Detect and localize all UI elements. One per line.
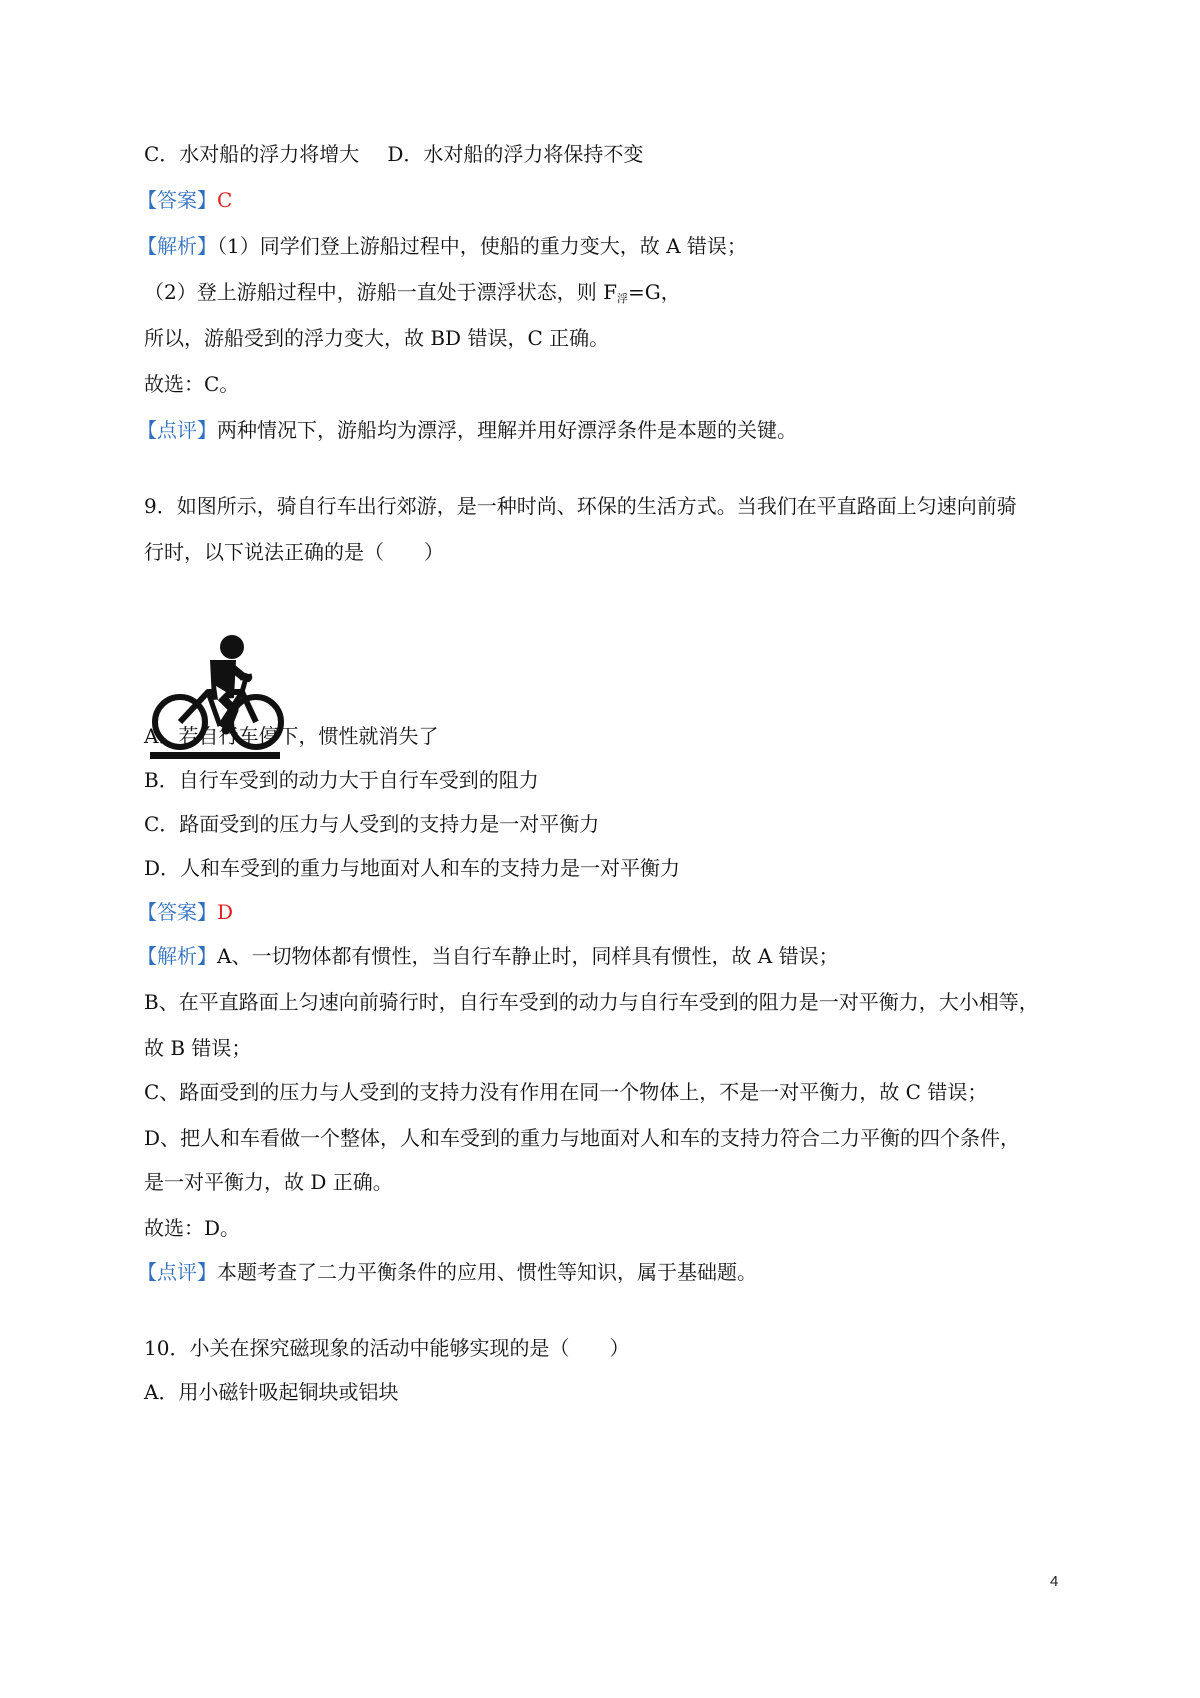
q10-option-a: A．用小磁针吸起铜块或铝块 [144, 1380, 399, 1404]
comment-text: 两种情况下，游船均为漂浮，理解并用好漂浮条件是本题的关键。 [217, 418, 797, 442]
q9-option-c: C．路面受到的压力与人受到的支持力是一对平衡力 [144, 812, 600, 836]
q8-comment [137, 416, 797, 444]
analysis-text: （1）同学们登上游船过程中，使船的重力变大，故 A 错误； [217, 234, 747, 258]
subscript: 浮 [616, 292, 628, 305]
q9-analysis-line2: B、在平直路面上匀速向前骑行时，自行车受到的动力与自行车受到的阻力是一对平衡力，大小相等， [144, 990, 1039, 1014]
answer-tag: 【答案】 [137, 900, 217, 924]
q8-analysis-line1 [137, 232, 747, 260]
q8-analysis-line2 [144, 278, 681, 310]
analysis-tag: 【解析】 [137, 234, 217, 258]
q8-choice: 故选：C。 [144, 372, 240, 396]
q9-analysis-line3: 故 B 错误； [144, 1036, 252, 1060]
q9-analysis-line5: D、把人和车看做一个整体，人和车受到的重力与地面对人和车的支持力符合二力平衡的四个条件， [144, 1126, 1021, 1150]
q8-analysis-line3: 所以，游船受到的浮力变大，故 BD 错误，C 正确。 [144, 326, 610, 350]
page-number: 4 [1050, 1573, 1059, 1590]
q8-option-d: D．水对船的浮力将保持不变 [387, 142, 644, 166]
comment-text: 本题考查了二力平衡条件的应用、惯性等知识，属于基础题。 [217, 1260, 757, 1284]
q9-analysis-line1 [137, 942, 839, 970]
answer-tag: 【答案】 [137, 188, 217, 212]
comment-tag: 【点评】 [137, 418, 217, 442]
analysis-tag: 【解析】 [137, 944, 217, 968]
q9-analysis-line6: 是一对平衡力，故 D 正确。 [144, 1170, 393, 1194]
q8-options-cd [144, 140, 643, 168]
analysis-text: =G， [627, 280, 681, 304]
q9-stem-line1: 9．如图所示，骑自行车出行郊游，是一种时尚、环保的生活方式。当我们在平直路面上匀速向前骑 [144, 494, 1017, 518]
q8-option-c: C．水对船的浮力将增大 [144, 142, 360, 166]
q8-answer [137, 186, 232, 214]
q9-comment [137, 1258, 757, 1286]
analysis-text: （2）登上游船过程中，游船一直处于漂浮状态，则 F [144, 280, 617, 304]
answer-value: D [217, 900, 234, 924]
q9-analysis-line4: C、路面受到的压力与人受到的支持力没有作用在同一个物体上，不是一对平衡力，故 C 错误； [144, 1080, 988, 1104]
comment-tag: 【点评】 [137, 1260, 217, 1284]
q10-stem: 10．小关在探究磁现象的活动中能够实现的是（ ） [144, 1336, 630, 1360]
q9-option-b: B．自行车受到的动力大于自行车受到的阻力 [144, 768, 539, 792]
q9-choice: 故选：D。 [144, 1216, 241, 1240]
q9-option-a: A．若自行车停下，惯性就消失了 [144, 724, 439, 748]
q9-stem-line2: 行时，以下说法正确的是（ ） [144, 540, 444, 564]
q9-option-d: D．人和车受到的重力与地面对人和车的支持力是一对平衡力 [144, 856, 681, 880]
q9-answer [137, 898, 233, 926]
answer-value: C [217, 188, 233, 212]
analysis-text: A、一切物体都有惯性，当自行车静止时，同样具有惯性，故 A 错误； [217, 944, 839, 968]
